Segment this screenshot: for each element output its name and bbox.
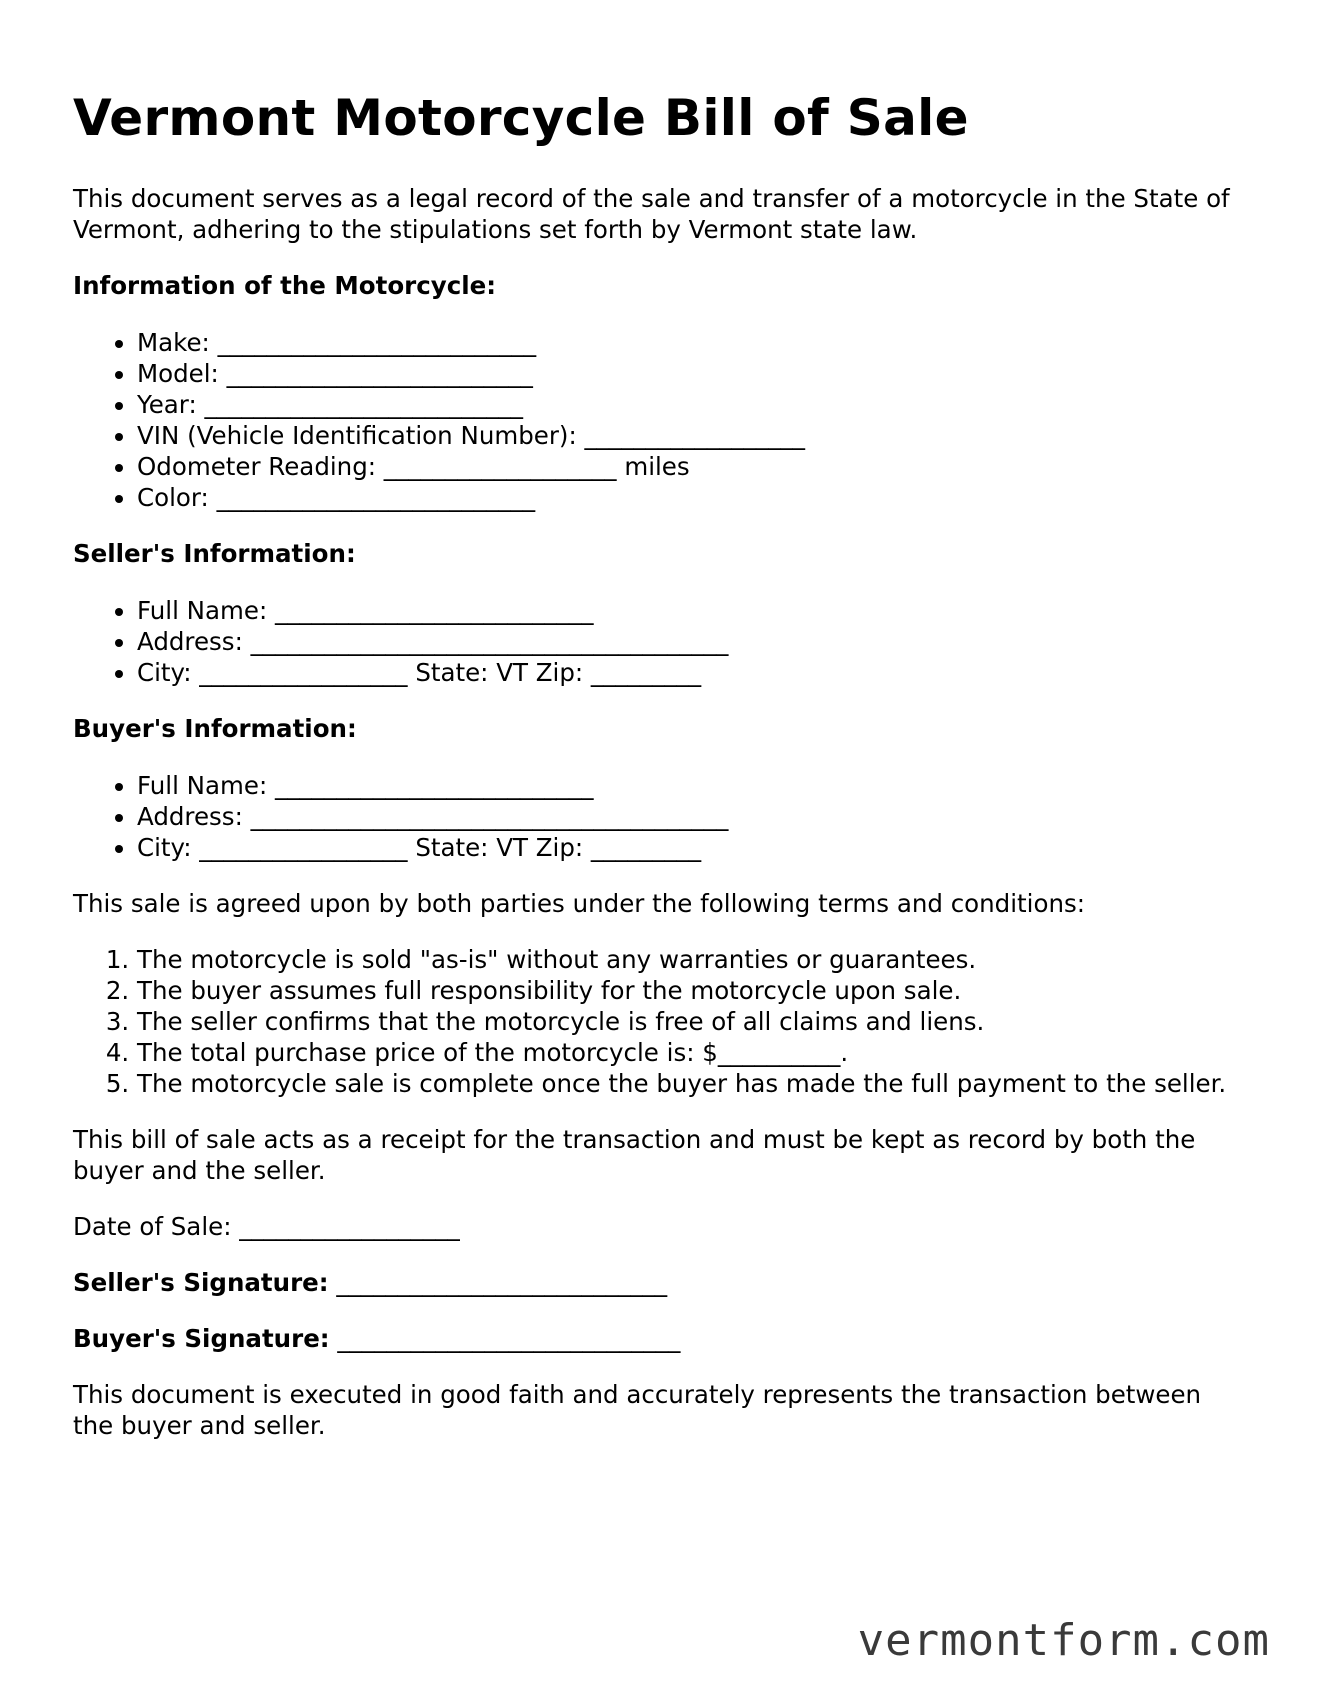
buyer-signature-row [73,1323,1233,1354]
term-item: 3. The seller confirms that the motorcycle is free of all claims and liens. [137,1006,1233,1037]
vin-field: • VIN (Vehicle Identification Number): __________________ [137,420,1233,451]
make-field: • Make: __________________________ [137,327,1233,358]
buyer-info-list [73,770,1233,863]
buyer-info-heading: Buyer's Information: [73,713,357,743]
site-watermark: vermontform.com [857,1615,1270,1666]
buyer-full-name-field: • Full Name: __________________________ [137,770,1233,801]
seller-info-list [73,595,1233,688]
seller-address-field: • Address: _______________________________________ [137,626,1233,657]
intro-paragraph: This document serves as a legal record of the sale and transfer of a motorcycle in the State of Vermont, adhering to the stipulations set forth by Vermont state law. [73,183,1230,244]
seller-signature-line: ___________________________ [336,1267,668,1297]
terms-intro: This sale is agreed upon by both parties under the following terms and conditions: [73,888,1085,918]
color-field: • Color: __________________________ [137,482,1233,513]
seller-signature-row [73,1267,1233,1298]
term-item: 2. The buyer assumes full responsibility for the motorcycle upon sale. [137,975,1233,1006]
document-title: Vermont Motorcycle Bill of Sale [73,89,969,147]
seller-city-state-zip-field: • City: _________________ State: VT Zip: _________ [137,657,1233,688]
receipt-note: This bill of sale acts as a receipt for the transaction and must be kept as record by both the buyer and the seller. [73,1124,1196,1185]
closing-statement: This document is executed in good faith and accurately represents the transaction between the buyer and seller. [73,1379,1202,1440]
term-item: 4. The total purchase price of the motorcycle is: $__________. [137,1037,1233,1068]
term-item: 5. The motorcycle sale is complete once the buyer has made the full payment to the seller. [137,1068,1233,1099]
document-page [73,90,1233,1466]
seller-info-heading: Seller's Information: [73,538,356,568]
buyer-city-state-zip-field: • City: _________________ State: VT Zip: _________ [137,832,1233,863]
buyer-signature-line: ____________________________ [337,1323,681,1353]
seller-signature-label: Seller's Signature: [73,1267,329,1297]
buyer-address-field: • Address: _______________________________________ [137,801,1233,832]
term-item: 1. The motorcycle is sold "as-is" without any warranties or guarantees. [137,944,1233,975]
model-field: • Model: _________________________ [137,358,1233,389]
seller-full-name-field: • Full Name: __________________________ [137,595,1233,626]
odometer-field: • Odometer Reading: ___________________ miles [137,451,1233,482]
date-of-sale-field: Date of Sale: __________________ [73,1211,460,1241]
buyer-signature-label: Buyer's Signature: [73,1323,330,1353]
year-field: • Year: __________________________ [137,389,1233,420]
motorcycle-info-list [73,327,1233,513]
motorcycle-info-heading: Information of the Motorcycle: [73,270,497,300]
terms-list [73,944,1233,1099]
